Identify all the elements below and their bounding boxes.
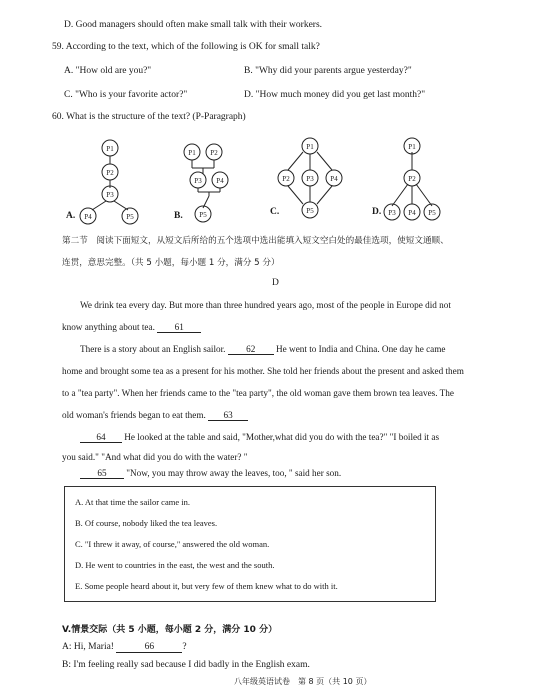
blank-66: 66	[116, 642, 182, 653]
svg-text:P2: P2	[282, 175, 290, 183]
svg-text:P3: P3	[194, 177, 202, 185]
svg-text:P2: P2	[106, 169, 114, 177]
dialogue-a-line: A: Hi, Maria!	[62, 642, 114, 652]
choice-e: E. Some people heard about it, but very few of them knew what to do with it.	[75, 581, 338, 591]
choices-box	[64, 486, 436, 602]
q59-option-c: C. "Who is your favorite actor?"	[64, 90, 188, 100]
svg-text:P1: P1	[306, 143, 314, 151]
passage-p3-line2: you said." "And what did you do with the water? "	[62, 452, 248, 462]
q58-option-d: D. Good managers should often make small talk with their workers.	[64, 20, 323, 30]
svg-text:P3: P3	[306, 175, 314, 183]
passage-p2-line4: old woman's friends began to eat them.	[62, 410, 206, 420]
blank-61: 61	[157, 322, 201, 333]
svg-text:P5: P5	[306, 207, 314, 215]
q59-option-a: A. "How old are you?"	[64, 66, 152, 76]
svg-text:P1: P1	[408, 143, 416, 151]
svg-text:P5: P5	[428, 209, 436, 217]
passage-p2-line1-post: He went to India and China. One day he came	[276, 344, 446, 354]
blank-62: 62	[228, 344, 274, 355]
svg-text:P4: P4	[216, 177, 224, 185]
svg-text:P5: P5	[199, 211, 207, 219]
q59-stem: 59. According to the text, which of the following is OK for small talk?	[52, 42, 320, 52]
passage-p1-line1: We drink tea every day. But more than three hundred years ago, most of the people in Europe did not	[80, 300, 451, 310]
svg-text:P3: P3	[106, 191, 114, 199]
passage-p2-line3: to a "tea party". When her friends came to the "tea party", the old woman gave them brown tea leaves. The	[62, 388, 454, 398]
passage-p2-line2: home and brought some tea as a present for his mother. She told her friends about the present and asked them	[62, 366, 464, 376]
dialogue-a-question-mark: ?	[182, 642, 187, 652]
svg-text:P4: P4	[330, 175, 338, 183]
diagram-label-c: C.	[270, 207, 280, 217]
blank-63: 63	[208, 410, 248, 421]
svg-text:P3: P3	[388, 209, 396, 217]
svg-text:P2: P2	[210, 149, 218, 157]
svg-text:P4: P4	[408, 209, 416, 217]
q59-option-b: B. "Why did your parents argue yesterday?"	[244, 66, 412, 76]
passage-p3-line1-post: He looked at the table and said, "Mother,what did you do with the tea?" "I boiled it as	[124, 432, 440, 442]
svg-text:P5: P5	[126, 213, 134, 221]
section2-instructions-line2: 连贯，意思完整。（共 5 小题，每小题 1 分，满分 5 分）	[62, 258, 280, 268]
passage-letter: D	[272, 278, 279, 288]
diagram-label-d: D.	[372, 207, 382, 217]
dialogue-b-line: B: I'm feeling really sad because I did badly in the English exam.	[62, 660, 310, 670]
choice-a: A. At that time the sailor came in.	[75, 497, 190, 507]
diagram-label-b: B.	[174, 211, 183, 221]
svg-text:P1: P1	[188, 149, 196, 157]
choice-d: D. He went to countries in the east, the west and the south.	[75, 560, 275, 570]
choice-c: C. "I threw it away, of course," answered the old woman.	[75, 539, 270, 549]
choice-b: B. Of course, nobody liked the tea leaves.	[75, 518, 218, 528]
page-footer: 八年级英语试卷 第 8 页（共 10 页）	[234, 677, 372, 686]
passage-p1-line2: know anything about tea.	[62, 322, 155, 332]
svg-text:P4: P4	[84, 213, 92, 221]
passage-p4-line1-post: "Now, you may throw away the leaves, too, " said her son.	[126, 468, 342, 478]
section2-instructions-line1: 第二节 阅读下面短文，从短文后所给的五个选项中选出能填入短文空白处的最佳选项，使短文通顺、	[62, 236, 449, 246]
svg-text:P2: P2	[408, 175, 416, 183]
passage-p2-line1-pre: There is a story about an English sailor.	[80, 344, 226, 354]
blank-65: 65	[80, 468, 124, 479]
q59-option-d: D. "How much money did you get last month?"	[244, 90, 426, 100]
diagram-label-a: A.	[66, 211, 76, 221]
svg-text:P1: P1	[106, 145, 114, 153]
section5-heading: V.情景交际（共 5 小题，每小题 2 分，满分 10 分）	[62, 625, 278, 635]
blank-64: 64	[80, 432, 122, 443]
q60-stem: 60. What is the structure of the text? (P-Paragraph)	[52, 112, 246, 122]
